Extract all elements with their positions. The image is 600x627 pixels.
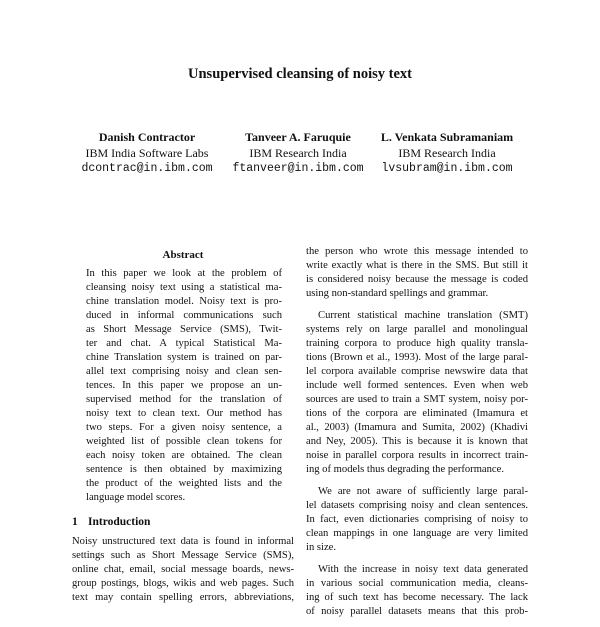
text-line: ing of such text has become necessary. The lack <box>306 592 528 603</box>
author-affiliation: IBM Research India <box>398 145 496 160</box>
text-line: training corpora to produce high quality transla- <box>306 338 528 349</box>
text-line: include well formed sentences. Even when web <box>306 380 528 391</box>
author-name: L. Venkata Subramaniam <box>380 130 514 144</box>
text-line: tions (Brown et al., 1993). Most of the large paral- <box>306 352 528 363</box>
text-line: of noisy parallel datasets means that this prob- <box>306 606 528 617</box>
paragraph <box>306 485 528 555</box>
text-line: clean mappings in one language are very limited <box>306 528 528 539</box>
paper-title: Unsupervised cleansing of noisy text <box>188 66 412 82</box>
text-line: weighted list of possible clean tokens for <box>86 436 282 447</box>
section-heading-introduction <box>72 515 294 529</box>
text-line: using non-standard spellings and grammar. <box>306 288 489 299</box>
text-line: tences. In this paper we propose an un- <box>86 380 282 391</box>
text-line: systems rely on large parallel and monolingual <box>306 324 528 335</box>
text-line: group postings, blogs, wikis and web pages. Such <box>72 578 294 589</box>
text-line: the product of the weighted lists and the <box>86 478 282 489</box>
left-column <box>72 245 294 605</box>
author-affiliation: IBM India Software Labs <box>85 145 209 160</box>
introduction-text <box>72 535 294 605</box>
text-line: Noisy unstructured text data is found in informal <box>72 536 294 547</box>
text-line: lel corpora available comprise newswire data that <box>306 366 528 377</box>
text-line: noise in parallel corpora results in incorrect train- <box>306 450 528 461</box>
text-line: in size. <box>306 542 337 553</box>
text-line: With the increase in noisy text data generated <box>318 564 528 575</box>
author-name: Tanveer A. Faruquie <box>245 130 351 144</box>
text-line: two steps. For a given noisy sentence, a <box>86 422 282 433</box>
author-name: Danish Contractor <box>98 130 196 144</box>
text-line: sentence is then obtained by maximizing <box>86 464 282 475</box>
text-line: online chat, email, social message boards, news- <box>72 564 294 575</box>
text-line: allel text comprising noisy and clean sen- <box>86 366 282 377</box>
text-line: write exactly what is there in the SMS. But still it <box>306 260 528 271</box>
text-line: supervised method for the translation of <box>86 394 282 405</box>
text-line: ing of models thus degrading the performance. <box>306 464 504 475</box>
author-email: ftanveer@in.ibm.com <box>232 162 364 175</box>
text-line: al., 2003) (Imamura and Sumita, 2002) (Khadivi <box>306 422 528 433</box>
author-affiliation: IBM Research India <box>249 145 347 160</box>
text-line: In fact, even dictionaries comprising of noisy to <box>306 514 528 525</box>
text-line: In this paper we look at the problem of <box>86 268 282 279</box>
paragraph <box>306 245 528 301</box>
text-line: sources are used to train a SMT system, noisy por- <box>306 394 528 405</box>
text-line: is considered noisy because the message is coded <box>306 274 528 285</box>
text-line: lel datasets comprising noisy and clean sentences. <box>306 500 528 511</box>
text-line: We are not aware of sufficiently large paral- <box>318 486 528 497</box>
text-line: tions of the corpora are eliminated (Imamura et <box>306 408 528 419</box>
author-email: dcontrac@in.ibm.com <box>81 162 213 175</box>
text-line: in various social communication media, cleans- <box>306 578 528 589</box>
text-line: settings such as Short Message Service (SMS), <box>72 550 294 561</box>
text-line: as Short Message Service (SMS), Twit- <box>86 324 282 335</box>
text-line: language model scores. <box>86 492 186 503</box>
paragraph <box>306 309 528 477</box>
text-line: each noisy token are obtained. The clean <box>86 450 282 461</box>
text-line: ter and chat. A typical Statistical Ma- <box>86 338 282 349</box>
text-line: chine Translation system is trained on par- <box>86 352 282 363</box>
abstract-heading: Abstract <box>162 249 204 261</box>
text-line: Current statistical machine translation (SMT) <box>318 310 528 321</box>
text-line: duced in informal communications such <box>86 310 282 321</box>
text-line: cleansing noisy text using a statistical ma- <box>86 282 282 293</box>
text-line: text may contain spelling errors, abbreviations, <box>72 592 294 603</box>
section-title: Introduction <box>88 516 151 528</box>
text-line: and Ney, 2005). This is because it is known that <box>306 436 528 447</box>
text-line: noisy text to clean text. Our method has <box>86 408 282 419</box>
text-line: chine translation model. Noisy text is pro- <box>86 296 282 307</box>
author-3 <box>347 130 547 177</box>
section-number: 1 <box>72 516 78 528</box>
abstract-text <box>72 267 294 505</box>
text-line: the person who wrote this message intended to <box>306 246 528 257</box>
paragraph <box>306 563 528 619</box>
author-email: lvsubram@in.ibm.com <box>381 162 513 175</box>
right-column <box>306 245 528 627</box>
